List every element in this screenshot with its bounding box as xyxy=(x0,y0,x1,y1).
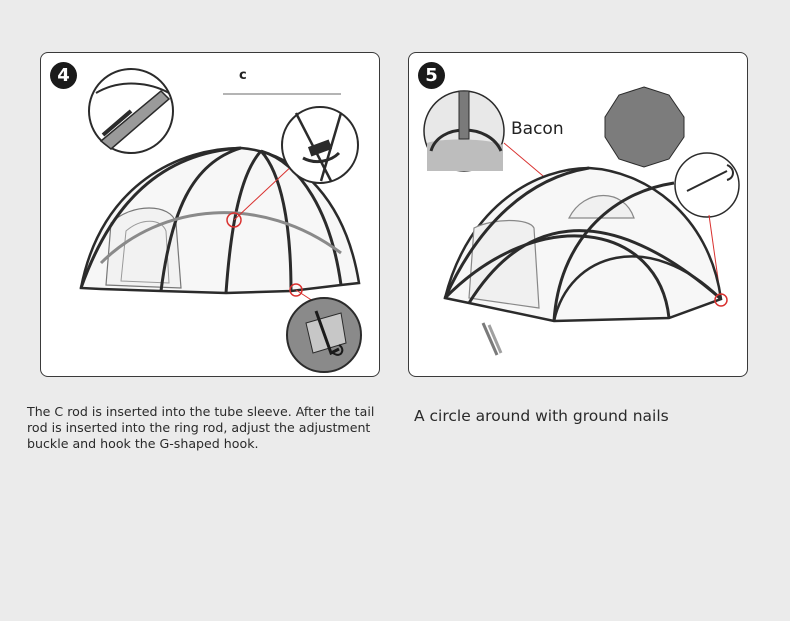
rod-label: c xyxy=(239,68,247,83)
step-5-illustration xyxy=(409,53,748,377)
step-5-panel xyxy=(408,52,748,377)
step-4-caption: The C rod is inserted into the tube sleeve. After the tail rod is inserted into the ring rod, adjust the adjustment buckle and hook the G-shaped hook. xyxy=(27,404,375,451)
step-5-caption: A circle around with ground nails xyxy=(414,407,669,425)
step-number-badge: 5 xyxy=(418,62,445,89)
step-number-badge: 4 xyxy=(50,62,77,89)
step-4-illustration xyxy=(41,53,380,377)
octagon-footprint xyxy=(605,87,684,167)
bacon-label: Bacon xyxy=(511,119,564,139)
step-4-panel xyxy=(40,52,380,377)
